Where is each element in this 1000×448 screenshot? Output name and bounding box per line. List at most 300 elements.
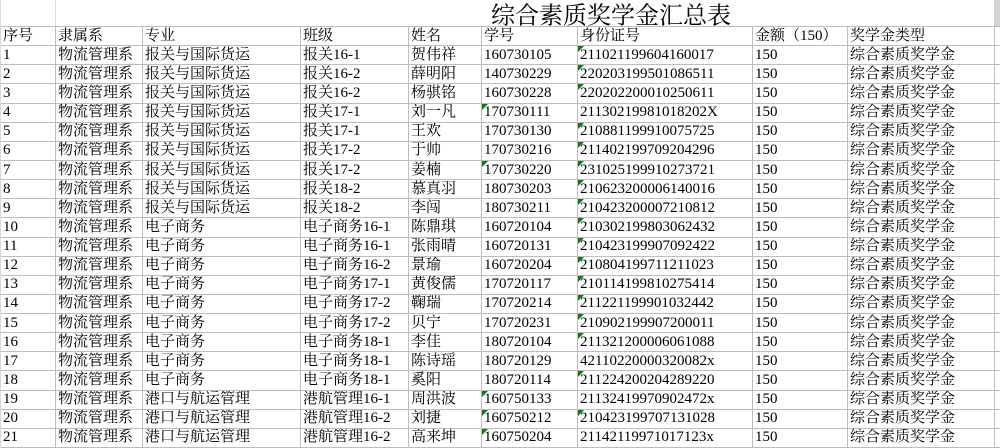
green-triangle-icon [578,123,584,129]
cell-value: 报关与国际货运 [145,123,251,140]
cell-value: 报关与国际货运 [145,65,251,82]
cell[interactable] [301,123,409,142]
cell[interactable] [482,352,578,371]
row-sliver-cell [995,429,1000,448]
cell[interactable] [409,104,482,123]
cell-value: 王欢 [411,123,442,140]
green-triangle-icon [578,295,584,301]
cell[interactable] [753,218,848,237]
cell[interactable] [848,123,995,142]
cell[interactable] [753,295,848,314]
cell[interactable] [301,429,409,448]
cell[interactable] [143,410,301,429]
cell-value: 150 [755,372,778,389]
cell-value: 刘一凡 [411,104,457,121]
cell[interactable] [301,352,409,371]
cell[interactable] [1,257,56,276]
column-header-student-id[interactable] [482,27,578,46]
cell[interactable] [848,104,995,123]
cell-value: 电子商务 [145,218,206,235]
cell-value: 物流管理系 [58,84,134,101]
cell[interactable] [143,391,301,410]
green-triangle-icon [482,391,488,397]
cell[interactable] [56,295,143,314]
cell[interactable] [482,199,578,218]
cell[interactable] [848,391,995,410]
cell[interactable] [409,142,482,161]
cell[interactable] [578,295,753,314]
cell-value: 170730220 [484,161,552,178]
cell[interactable] [1,314,56,333]
cell[interactable] [143,199,301,218]
cell[interactable] [301,180,409,199]
sheet-title[interactable]: 综合素质奖学金汇总表 [491,3,731,30]
cell-value: 周洪波 [411,391,457,408]
cell-value: 慕真羽 [411,180,457,197]
cell[interactable] [753,46,848,65]
cell-value: 150 [755,65,778,82]
cell[interactable] [56,142,143,161]
cell[interactable] [578,429,753,448]
cell[interactable] [753,429,848,448]
cell[interactable] [848,371,995,390]
cell[interactable] [1,295,56,314]
cell[interactable] [578,238,753,257]
cell[interactable] [143,161,301,180]
cell[interactable] [409,257,482,276]
cell[interactable] [143,333,301,352]
cell[interactable] [409,123,482,142]
column-header-department[interactable] [56,27,143,46]
cell[interactable] [848,410,995,429]
column-header-type[interactable] [848,27,995,46]
cell[interactable] [409,180,482,199]
cell[interactable] [1,46,56,65]
cell[interactable] [482,410,578,429]
cell[interactable] [578,46,753,65]
column-header-major[interactable] [143,27,301,46]
worksheet-grid [1,27,1000,448]
cell[interactable] [143,84,301,103]
cell[interactable] [578,142,753,161]
cell[interactable] [143,352,301,371]
cell-value: 160730228 [484,84,552,101]
cell[interactable] [1,65,56,84]
cell-value: 160750204 [484,429,552,446]
cell[interactable] [848,352,995,371]
cell[interactable] [578,218,753,237]
cell[interactable] [1,104,56,123]
row-sliver-cell [995,352,1000,371]
cell-value: 报关与国际货运 [145,46,251,63]
cell[interactable] [56,84,143,103]
cell[interactable] [301,199,409,218]
cell-value: 薛明阳 [411,65,457,82]
green-triangle-icon [578,238,584,244]
column-header-class[interactable] [301,27,409,46]
cell[interactable] [753,65,848,84]
cell[interactable] [1,218,56,237]
cell-value: 160720104 [484,218,552,235]
cell[interactable] [578,199,753,218]
cell[interactable] [301,276,409,295]
row-sliver-cell [995,142,1000,161]
cell[interactable] [56,276,143,295]
row-sliver-cell [995,410,1000,429]
cell[interactable] [753,142,848,161]
cell[interactable] [409,218,482,237]
cell-value: 综合素质奖学金 [850,199,956,216]
cell[interactable] [578,391,753,410]
cell[interactable] [482,314,578,333]
cell-value: 综合素质奖学金 [850,46,956,63]
cell-value: 170730216 [484,142,552,159]
cell[interactable] [753,371,848,390]
cell-value: 150 [755,276,778,293]
cell[interactable] [482,371,578,390]
cell[interactable] [409,352,482,371]
cell[interactable] [482,180,578,199]
cell[interactable] [301,333,409,352]
cell[interactable] [143,257,301,276]
cell-value: 150 [755,180,778,197]
cell[interactable] [848,218,995,237]
cell[interactable] [578,371,753,390]
cell-value: 港航管理16-1 [303,391,391,408]
cell[interactable] [482,276,578,295]
cell-value: 电子商务 [145,314,206,331]
cell[interactable] [482,238,578,257]
row-sliver-cell [995,84,1000,103]
cell[interactable] [301,65,409,84]
cell[interactable] [578,333,753,352]
cell[interactable] [143,180,301,199]
cell[interactable] [482,295,578,314]
green-triangle-icon [482,410,488,416]
cell[interactable] [56,314,143,333]
cell[interactable] [848,180,995,199]
cell-value: 1 [3,46,11,63]
cell[interactable] [848,238,995,257]
cell[interactable] [301,371,409,390]
cell-value: 210114199810275414 [580,276,715,293]
cell-value: 5 [3,123,11,140]
cell[interactable] [578,104,753,123]
row-sliver-cell [995,123,1000,142]
cell[interactable] [143,295,301,314]
cell[interactable] [301,161,409,180]
cell-value: 奚阳 [411,372,442,389]
cell[interactable] [482,104,578,123]
cell-value: 刘捷 [411,410,442,427]
cell[interactable] [56,65,143,84]
cell-value: 物流管理系 [58,238,134,255]
cell[interactable] [848,199,995,218]
cell-value: 电子商务16-1 [303,238,391,255]
row-sliver-cell [995,46,1000,65]
cell[interactable] [409,410,482,429]
cell[interactable] [753,276,848,295]
cell[interactable] [301,142,409,161]
column-header-national-id[interactable] [578,27,753,46]
cell-value: 贝宁 [411,314,442,331]
cell[interactable] [56,180,143,199]
row-sliver-cell [995,238,1000,257]
cell[interactable] [1,84,56,103]
cell[interactable] [409,199,482,218]
cell[interactable] [301,84,409,103]
cell[interactable] [56,257,143,276]
cell[interactable] [753,199,848,218]
cell[interactable] [482,123,578,142]
cell[interactable] [482,161,578,180]
green-triangle-icon [578,410,584,416]
row-sliver-cell [995,104,1000,123]
cell[interactable] [301,314,409,333]
cell[interactable] [578,84,753,103]
cell-value: 电子商务 [145,352,206,369]
cell-value: 160720204 [484,257,552,274]
cell[interactable] [409,161,482,180]
cell[interactable] [409,314,482,333]
cell[interactable] [753,238,848,257]
cell-value: 211321200006061088 [580,333,715,350]
cell[interactable] [143,123,301,142]
cell[interactable] [482,142,578,161]
cell[interactable] [578,123,753,142]
cell[interactable] [848,142,995,161]
cell-value: 报关与国际货运 [145,142,251,159]
cell[interactable] [56,161,143,180]
cell[interactable] [301,46,409,65]
cell[interactable] [143,371,301,390]
cell-value: 20 [3,410,18,427]
cell-value: 物流管理系 [58,180,134,197]
cell[interactable] [56,46,143,65]
column-header-index[interactable] [1,27,56,46]
column-header-label: 专业 [145,27,176,44]
cell[interactable] [1,142,56,161]
cell-value: 21 [3,429,18,446]
cell[interactable] [848,429,995,448]
column-header-name[interactable] [409,27,482,46]
cell-value: 231025199910273721 [580,161,715,178]
cell-value: 180720114 [484,372,551,389]
cell[interactable] [1,199,56,218]
cell[interactable] [301,295,409,314]
cell[interactable] [482,84,578,103]
cell[interactable] [1,371,56,390]
column-header-label: 班级 [303,27,334,44]
cell[interactable] [578,161,753,180]
cell[interactable] [1,180,56,199]
row-sliver-cell [995,314,1000,333]
cell[interactable] [143,104,301,123]
cell-value: 电子商务17-1 [303,276,391,293]
cell[interactable] [409,391,482,410]
cell[interactable] [56,199,143,218]
cell[interactable] [753,123,848,142]
cell[interactable] [301,238,409,257]
cell-value: 报关17-2 [303,161,361,178]
cell-value: 物流管理系 [58,65,134,82]
cell[interactable] [56,123,143,142]
cell-value: 港航管理16-2 [303,429,391,446]
cell[interactable] [848,257,995,276]
cell[interactable] [482,65,578,84]
cell[interactable] [753,352,848,371]
cell-value: 报关与国际货运 [145,180,251,197]
cell[interactable] [848,314,995,333]
cell-value: 9 [3,199,11,216]
row-sliver-cell [995,371,1000,390]
cell[interactable] [409,84,482,103]
row-sliver-cell [995,218,1000,237]
cell[interactable] [482,257,578,276]
cell[interactable] [848,65,995,84]
cell[interactable] [753,180,848,199]
column-header-label: 身份证号 [580,27,641,44]
cell[interactable] [578,410,753,429]
cell-value: 报关18-2 [303,199,361,216]
cell[interactable] [848,46,995,65]
cell[interactable] [753,333,848,352]
cell[interactable] [1,333,56,352]
cell[interactable] [1,276,56,295]
cell-value: 211021199604160017 [580,46,714,63]
cell[interactable] [56,218,143,237]
cell[interactable] [753,314,848,333]
cell[interactable] [301,218,409,237]
cell[interactable] [143,142,301,161]
cell[interactable] [56,104,143,123]
cell-a1[interactable] [1,0,56,26]
header-sliver-cell [995,27,1000,46]
cell[interactable] [301,391,409,410]
cell[interactable] [409,276,482,295]
cell[interactable] [301,410,409,429]
cell[interactable] [578,314,753,333]
cell[interactable] [482,46,578,65]
cell[interactable] [409,46,482,65]
cell[interactable] [143,238,301,257]
cell-value: 6 [3,142,11,159]
cell-value: 电子商务17-2 [303,295,391,312]
cell[interactable] [1,391,56,410]
column-header-amount[interactable] [753,27,848,46]
cell-value: 电子商务 [145,372,206,389]
cell[interactable] [578,276,753,295]
cell[interactable] [56,238,143,257]
cell[interactable] [143,314,301,333]
cell-value: 150 [755,238,778,255]
cell[interactable] [409,295,482,314]
cell[interactable] [56,371,143,390]
cell-value: 高来坤 [411,429,457,446]
cell-value: 12 [3,257,18,274]
cell-value: 150 [755,142,778,159]
cell[interactable] [482,333,578,352]
cell-value: 物流管理系 [58,333,134,350]
cell[interactable] [409,429,482,448]
green-triangle-icon [578,180,584,186]
cell[interactable] [578,352,753,371]
cell-value: 170720231 [484,314,552,331]
cell-value: 电子商务 [145,257,206,274]
cell-value: 21142119971017123x [580,429,714,446]
cell[interactable] [848,333,995,352]
green-triangle-icon [578,142,584,148]
cell-value: 7 [3,161,11,178]
cell[interactable] [409,333,482,352]
cell[interactable] [1,429,56,448]
cell[interactable] [753,257,848,276]
cell[interactable] [56,352,143,371]
cell[interactable] [753,104,848,123]
column-header-label: 金额（150） [755,27,838,44]
cell[interactable] [1,238,56,257]
title-row [1,0,1000,30]
cell[interactable] [56,429,143,448]
cell[interactable] [301,257,409,276]
cell[interactable] [143,429,301,448]
cell[interactable] [848,276,995,295]
cell-value: 电子商务18-1 [303,333,391,350]
cell[interactable] [578,65,753,84]
cell[interactable] [56,333,143,352]
cell[interactable] [143,218,301,237]
cell[interactable] [409,238,482,257]
cell[interactable] [753,84,848,103]
cell[interactable] [753,410,848,429]
cell[interactable] [578,180,753,199]
cell[interactable] [1,161,56,180]
cell[interactable] [143,46,301,65]
cell-value: 物流管理系 [58,142,134,159]
cell[interactable] [848,295,995,314]
cell-value: 180730203 [484,180,552,197]
cell[interactable] [143,65,301,84]
cell[interactable] [753,391,848,410]
cell-value: 物流管理系 [58,391,134,408]
cell[interactable] [1,410,56,429]
cell-value: 报关18-2 [303,180,361,197]
cell-value: 210902199907200011 [580,314,715,331]
cell[interactable] [1,352,56,371]
cell[interactable] [482,391,578,410]
cell-value: 报关17-2 [303,142,361,159]
cell[interactable] [301,104,409,123]
cell-value: 综合素质奖学金 [850,218,956,235]
column-header-label: 序号 [3,27,34,44]
cell-value: 210623200006140016 [580,180,715,197]
cell[interactable] [578,257,753,276]
cell-value: 2 [3,65,11,82]
cell[interactable] [143,276,301,295]
cell[interactable] [1,123,56,142]
cell[interactable] [482,429,578,448]
green-triangle-icon [578,333,584,339]
cell[interactable] [409,371,482,390]
cell-value: 综合素质奖学金 [850,314,956,331]
cell[interactable] [482,218,578,237]
cell[interactable] [848,161,995,180]
cell[interactable] [56,410,143,429]
cell[interactable] [56,391,143,410]
cell[interactable] [409,65,482,84]
cell[interactable] [753,161,848,180]
cell[interactable] [848,84,995,103]
